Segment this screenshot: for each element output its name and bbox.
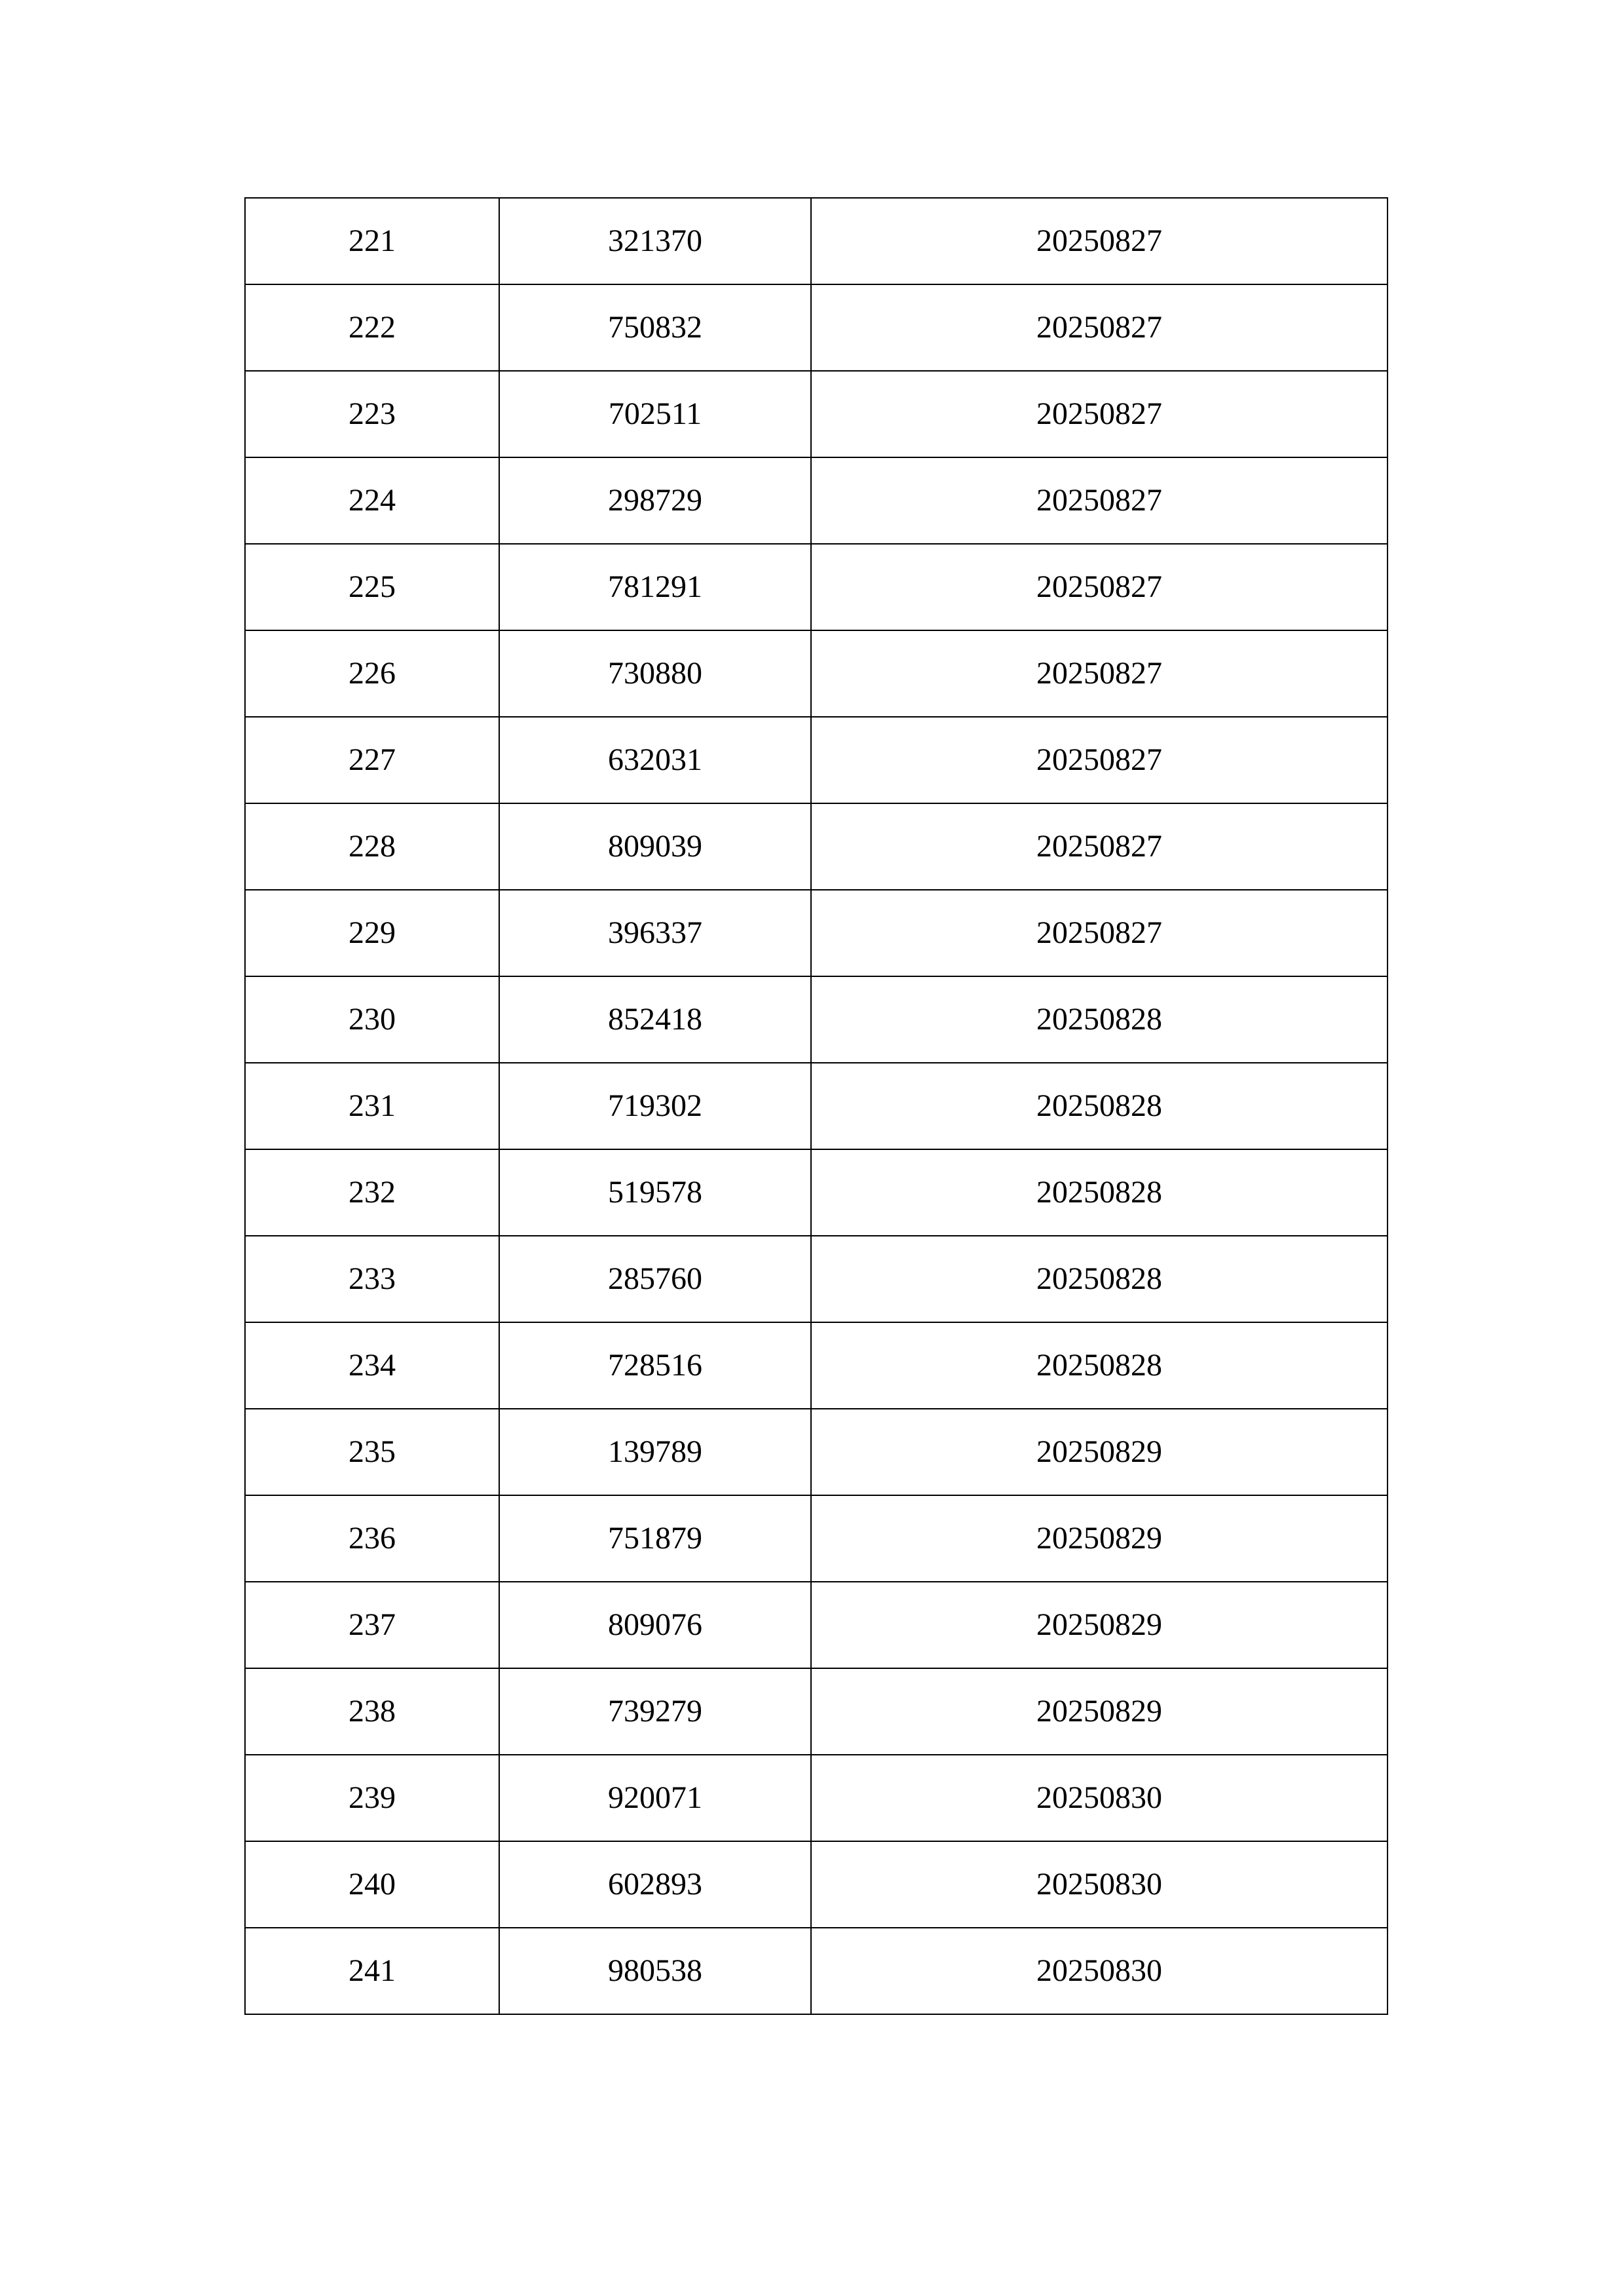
code-cell: 751879 <box>499 1495 811 1582</box>
table-row <box>245 630 1388 717</box>
date-cell: 20250828 <box>811 1149 1388 1236</box>
table-row <box>245 1582 1388 1668</box>
row-number-cell: 240 <box>245 1841 499 1928</box>
data-table <box>244 197 1388 2015</box>
code-cell: 602893 <box>499 1841 811 1928</box>
date-cell: 20250828 <box>811 1063 1388 1149</box>
date-cell: 20250829 <box>811 1582 1388 1668</box>
code-cell: 728516 <box>499 1322 811 1409</box>
table-row <box>245 717 1388 803</box>
date-cell: 20250827 <box>811 457 1388 544</box>
date-cell: 20250828 <box>811 1322 1388 1409</box>
date-cell: 20250829 <box>811 1495 1388 1582</box>
date-cell: 20250827 <box>811 198 1388 284</box>
table-row <box>245 544 1388 630</box>
code-cell: 719302 <box>499 1063 811 1149</box>
table-row <box>245 1668 1388 1755</box>
row-number-cell: 231 <box>245 1063 499 1149</box>
code-cell: 139789 <box>499 1409 811 1495</box>
table-row <box>245 284 1388 371</box>
code-cell: 298729 <box>499 457 811 544</box>
date-cell: 20250830 <box>811 1928 1388 2014</box>
table-row <box>245 976 1388 1063</box>
date-cell: 20250827 <box>811 890 1388 976</box>
code-cell: 781291 <box>499 544 811 630</box>
code-cell: 396337 <box>499 890 811 976</box>
row-number-cell: 225 <box>245 544 499 630</box>
row-number-cell: 227 <box>245 717 499 803</box>
table-row <box>245 371 1388 457</box>
row-number-cell: 241 <box>245 1928 499 2014</box>
code-cell: 321370 <box>499 198 811 284</box>
table-row <box>245 1495 1388 1582</box>
code-cell: 809076 <box>499 1582 811 1668</box>
date-cell: 20250828 <box>811 1236 1388 1322</box>
date-cell: 20250827 <box>811 371 1388 457</box>
date-cell: 20250830 <box>811 1841 1388 1928</box>
table-row <box>245 890 1388 976</box>
row-number-cell: 232 <box>245 1149 499 1236</box>
table-row <box>245 1928 1388 2014</box>
code-cell: 809039 <box>499 803 811 890</box>
code-cell: 920071 <box>499 1755 811 1841</box>
table-row <box>245 198 1388 284</box>
table-body <box>245 198 1388 2014</box>
date-cell: 20250829 <box>811 1668 1388 1755</box>
table-row <box>245 1063 1388 1149</box>
code-cell: 702511 <box>499 371 811 457</box>
code-cell: 285760 <box>499 1236 811 1322</box>
code-cell: 632031 <box>499 717 811 803</box>
row-number-cell: 237 <box>245 1582 499 1668</box>
date-cell: 20250830 <box>811 1755 1388 1841</box>
table-row <box>245 457 1388 544</box>
date-cell: 20250829 <box>811 1409 1388 1495</box>
code-cell: 852418 <box>499 976 811 1063</box>
date-cell: 20250827 <box>811 284 1388 371</box>
date-cell: 20250827 <box>811 544 1388 630</box>
row-number-cell: 236 <box>245 1495 499 1582</box>
table-row <box>245 1236 1388 1322</box>
row-number-cell: 226 <box>245 630 499 717</box>
code-cell: 739279 <box>499 1668 811 1755</box>
row-number-cell: 239 <box>245 1755 499 1841</box>
row-number-cell: 228 <box>245 803 499 890</box>
table-row <box>245 1149 1388 1236</box>
row-number-cell: 238 <box>245 1668 499 1755</box>
table-row <box>245 803 1388 890</box>
table-row <box>245 1755 1388 1841</box>
row-number-cell: 223 <box>245 371 499 457</box>
table-row <box>245 1841 1388 1928</box>
code-cell: 980538 <box>499 1928 811 2014</box>
row-number-cell: 233 <box>245 1236 499 1322</box>
table-row <box>245 1409 1388 1495</box>
row-number-cell: 222 <box>245 284 499 371</box>
code-cell: 730880 <box>499 630 811 717</box>
row-number-cell: 230 <box>245 976 499 1063</box>
row-number-cell: 221 <box>245 198 499 284</box>
date-cell: 20250828 <box>811 976 1388 1063</box>
date-cell: 20250827 <box>811 717 1388 803</box>
row-number-cell: 224 <box>245 457 499 544</box>
date-cell: 20250827 <box>811 803 1388 890</box>
code-cell: 519578 <box>499 1149 811 1236</box>
row-number-cell: 235 <box>245 1409 499 1495</box>
row-number-cell: 229 <box>245 890 499 976</box>
row-number-cell: 234 <box>245 1322 499 1409</box>
table-row <box>245 1322 1388 1409</box>
date-cell: 20250827 <box>811 630 1388 717</box>
code-cell: 750832 <box>499 284 811 371</box>
